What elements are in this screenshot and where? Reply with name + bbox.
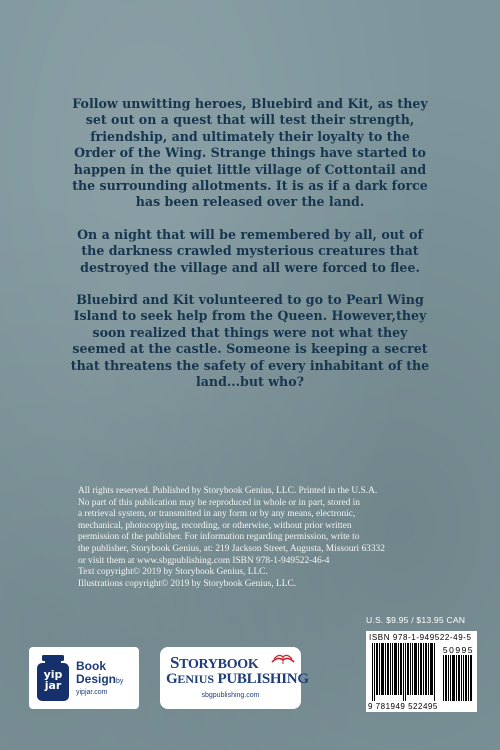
publisher-name-line-2 bbox=[166, 671, 309, 688]
jar-label-line-2: jar bbox=[44, 679, 62, 692]
back-cover-blurb bbox=[70, 96, 430, 407]
price-text: U.S. $9.95 / $13.95 CAN bbox=[366, 615, 466, 625]
blurb-paragraph-2: On a night that will be remembered by all, out of the darkness crawled mysterious creatures that destroyed the village and all were forced to flee. bbox=[77, 226, 423, 275]
isbn-barcode bbox=[366, 631, 477, 712]
publisher-url: sbgpublishing.com bbox=[201, 692, 260, 699]
isbn-number: ISBN 978-1-949522-49-5 bbox=[369, 633, 472, 642]
price-label bbox=[366, 615, 476, 625]
legal-line: or visit them at www.sbgpublishing.com ISBN 978-1-949522-46-4 bbox=[78, 555, 330, 566]
barcode-bars-icon bbox=[372, 643, 436, 701]
publisher-initial-s: S bbox=[170, 653, 180, 672]
open-book-icon bbox=[270, 650, 296, 666]
book-design-by: by bbox=[116, 678, 124, 685]
barcode-digits: 9 781949 522495 bbox=[368, 702, 438, 711]
legal-line: All rights reserved. Published by Storybook Genius, LLC. Printed in the U.S.A. bbox=[78, 486, 378, 496]
legal-line: a retrieval system, or transmitted in any form or by any means, electronic, bbox=[78, 509, 356, 520]
book-design-line-2 bbox=[76, 673, 123, 688]
barcode-addon-bars-icon bbox=[443, 655, 472, 701]
yipjar-logo bbox=[29, 647, 139, 709]
legal-line: No part of this publication may be reproduced in whole or in part, stored in bbox=[78, 497, 360, 508]
jar-label bbox=[39, 669, 67, 691]
publisher-initial-g: G bbox=[166, 671, 178, 687]
publisher-word-genius: ENIUS bbox=[177, 672, 215, 686]
legal-line: mechanical, photocopying, recording, or otherwise, without prior written bbox=[78, 520, 352, 531]
blurb-paragraph-3: Bluebird and Kit volunteered to go to Pearl Wing Island to seek help from the Queen. However,they soon realized that things were not what they seemed at the castle. Someone is keeping a secret that threatens the safety of every inhabitant of the land...but who? bbox=[70, 292, 430, 390]
book-design-line-1: Book bbox=[76, 659, 106, 673]
legal-line: permission of the publisher. For information regarding permission, write to bbox=[78, 532, 360, 543]
legal-line: Illustrations copyright© 2019 by Storybook Genius, LLC. bbox=[78, 578, 297, 589]
copyright-notice bbox=[78, 486, 438, 590]
barcode-addon-number: 50995 bbox=[442, 645, 474, 655]
legal-line: Text copyright© 2019 by Storybook Genius, LLC. bbox=[78, 567, 268, 578]
blurb-paragraph-1: Follow unwitting heroes, Bluebird and Kit, as they set out on a quest that will test their strength, friendship, and ultimately their loyalty to the Order of the Wing. Strange things have started to happen in the quiet little village of Cottontail and the surrounding allotments. It is as if a dark force has been released over the land. bbox=[72, 96, 428, 210]
book-design-credit bbox=[76, 660, 123, 697]
publisher-name-line-1 bbox=[170, 653, 258, 673]
publisher-word-publishing: PUBLISHING bbox=[217, 671, 309, 687]
book-design-word: Design bbox=[76, 672, 117, 686]
legal-line: the publisher, Storybook Genius, at: 219 Jackson Street, Augusta, Missouri 63332 bbox=[78, 543, 385, 554]
jar-label-line-1: yip bbox=[43, 668, 63, 681]
storybook-genius-logo bbox=[160, 647, 309, 709]
designer-site: yipjar.com bbox=[76, 689, 108, 696]
publisher-word-storybook: TORYBOOK bbox=[179, 657, 259, 672]
